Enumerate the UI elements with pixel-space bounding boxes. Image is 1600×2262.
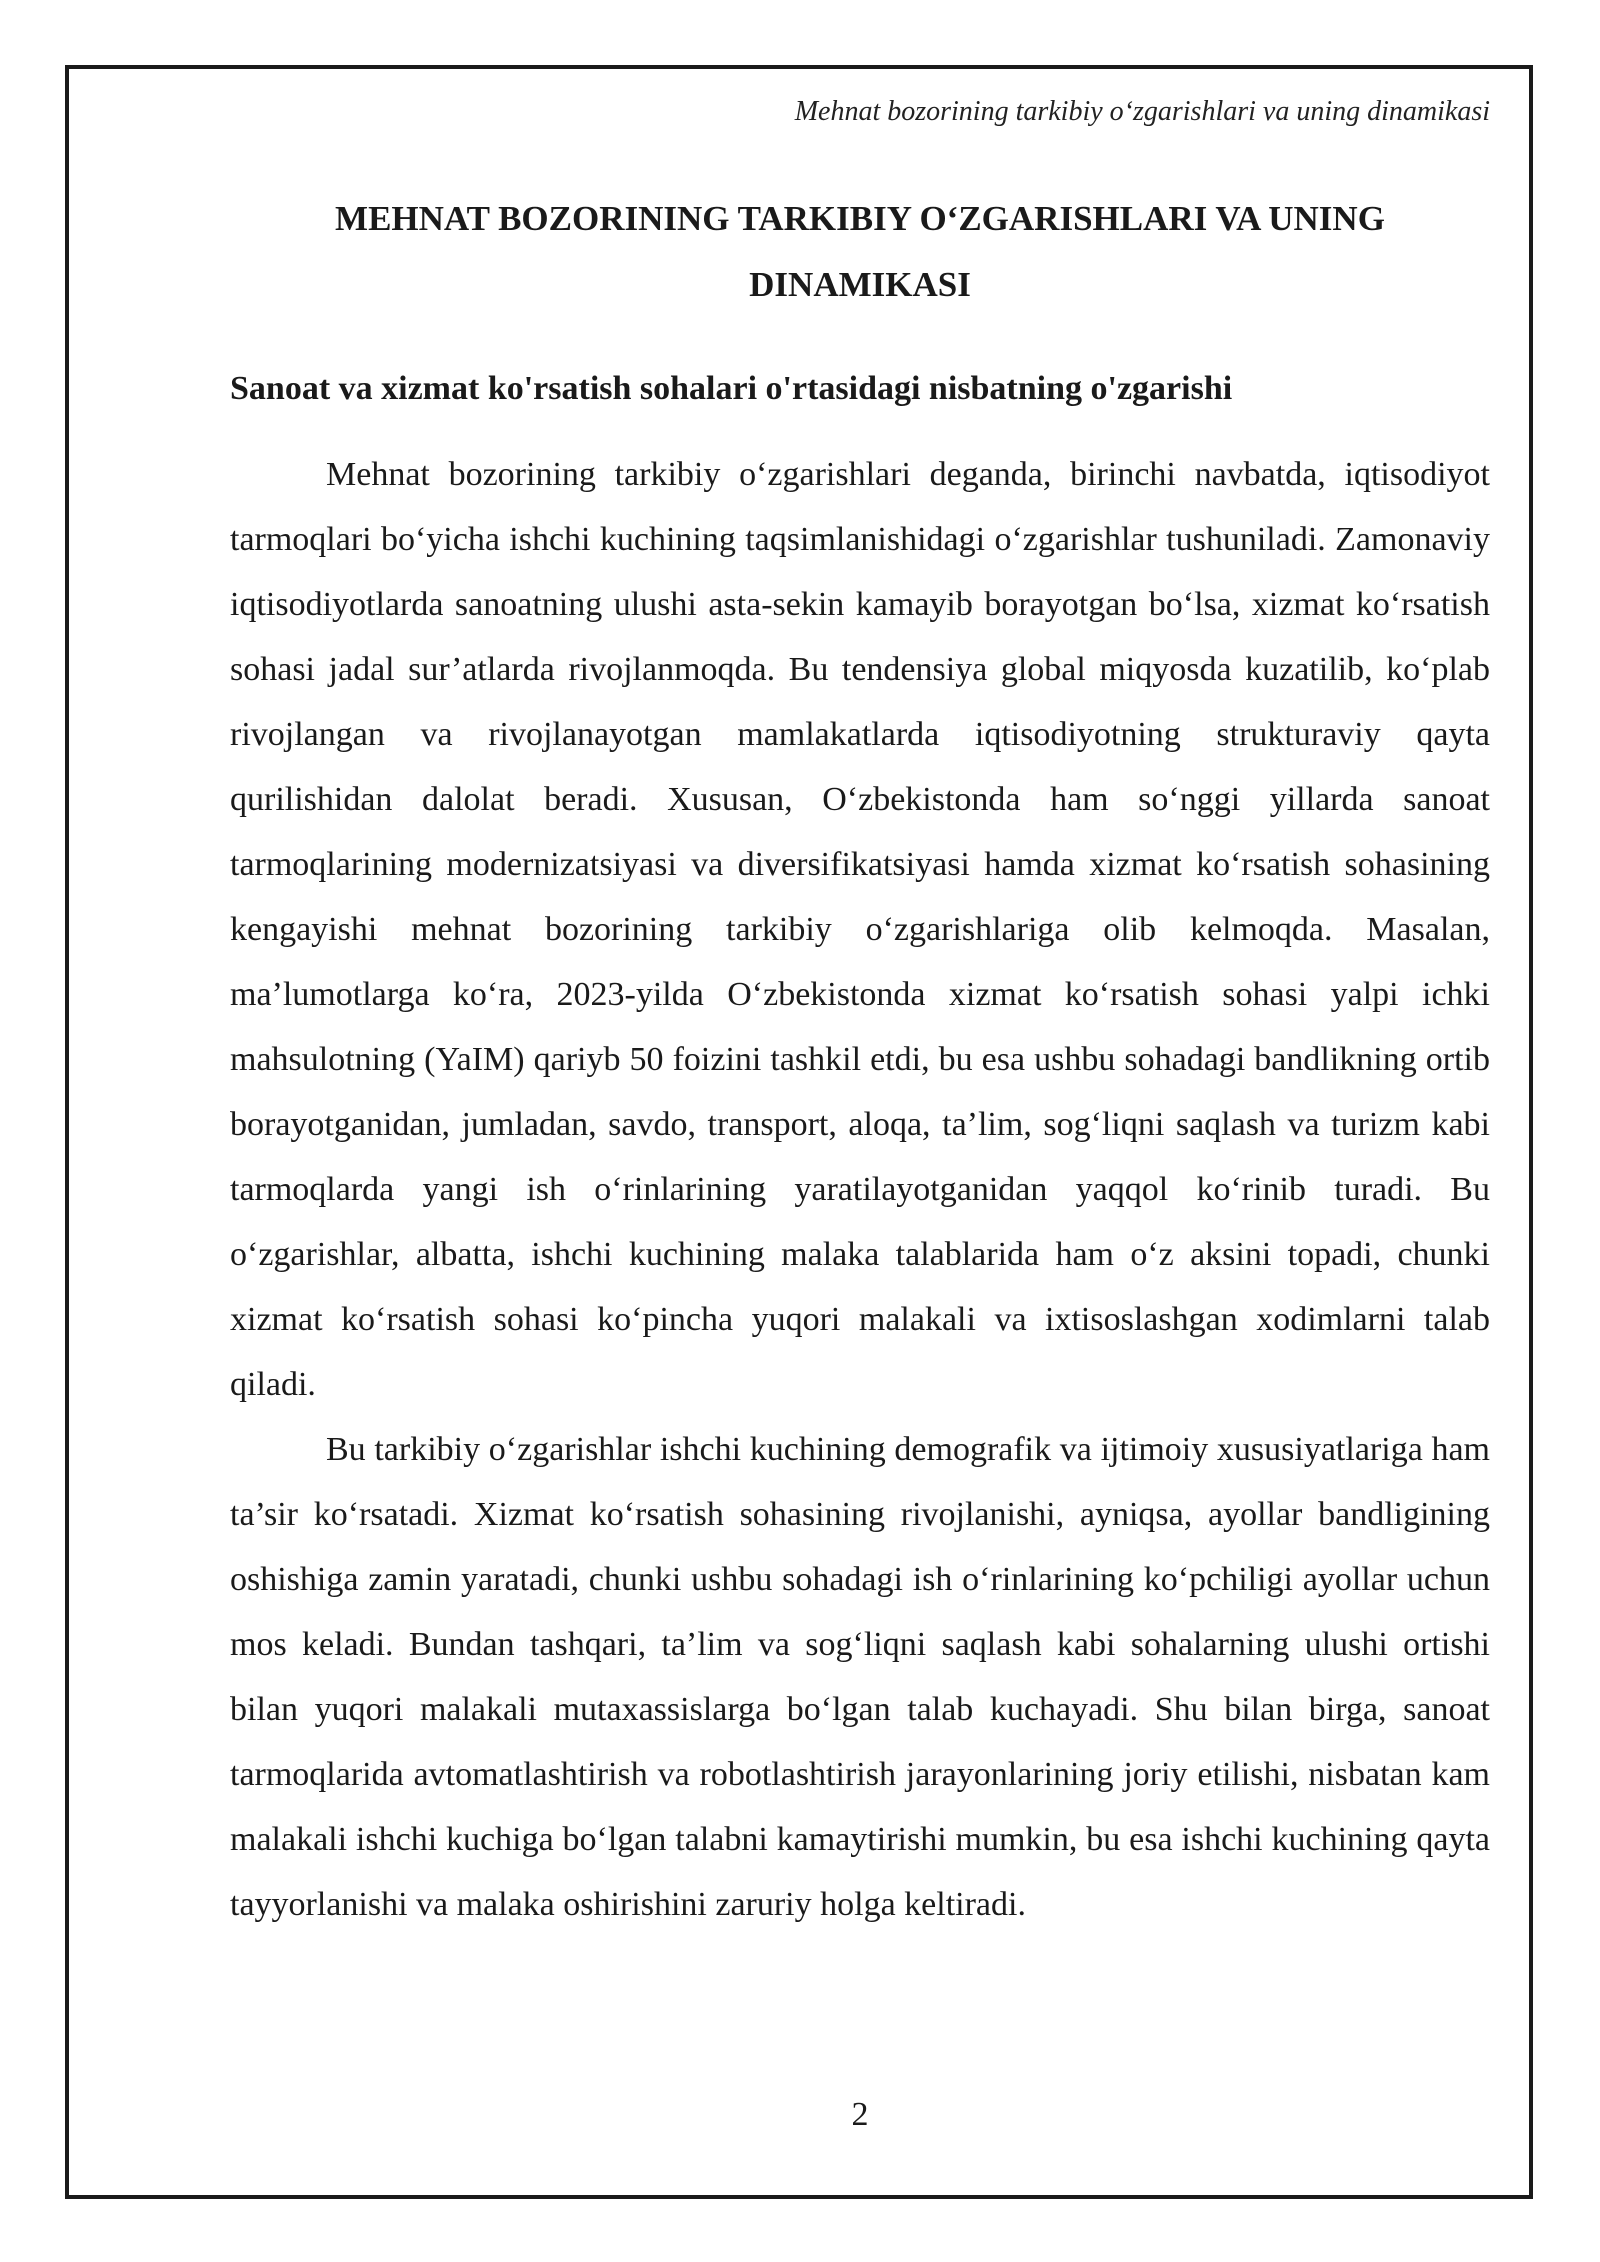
section-heading: Sanoat va xizmat ko'rsatish sohalari o'rtasidagi nisbatning o'zgarishi <box>230 370 1233 407</box>
title-line-2: DINAMIKASI <box>749 265 971 304</box>
page-number: 2 <box>851 2096 869 2133</box>
running-header: Mehnat bozorining tarkibiy o‘zgarishlari va uning dinamikasi <box>794 96 1490 127</box>
paragraph-1: Mehnat bozorining tarkibiy o‘zgarishlari deganda, birinchi navbatda, iqtisodiyot tarmoqlari bo‘yicha ishchi kuchining taqsimlanishidagi o‘zgarishlar tushuniladi. Zamonaviy iqtisodiyotlarda sanoatning ulushi asta-sekin kamayib borayotgan bo‘lsa, xizmat ko‘rsatish sohasi jadal sur’atlarda rivojlanmoqda. Bu tendensiya global miqyosda kuzatilib, ko‘plab rivojlangan va rivojlanayotgan mamlakatlarda iqtisodiyotning strukturaviy qayta qurilishidan dalolat beradi. Xususan, O‘zbekistonda ham so‘nggi yillarda sanoat tarmoqlarining modernizatsiyasi va diversifikatsiyasi hamda xizmat ko‘rsatish sohasining kengayishi mehnat bozorining tarkibiy o‘zgarishlariga olib kelmoqda. Masalan, ma’lumotlarga ko‘ra, 2023-yilda O‘zbekistonda xizmat ko‘rsatish sohasi yalpi ichki mahsulotning (YaIM) qariyb 50 foizini tashkil etdi, bu esa ushbu sohadagi bandlikning ortib borayotganidan, jumladan, savdo, transport, aloqa, ta’lim, sog‘liqni saqlash va turizm kabi tarmoqlarda yangi ish o‘rinlarining yaratilayotganidan yaqqol ko‘rinib turadi. Bu o‘zgarishlar, albatta, ishchi kuchining malaka talablarida ham o‘z aksini topadi, chunki xizmat ko‘rsatish sohasi ko‘pincha yuqori malakali va ixtisoslashgan xodimlarni talab qiladi. <box>230 456 1490 1403</box>
paragraph-2: Bu tarkibiy o‘zgarishlar ishchi kuchining demografik va ijtimoiy xususiyatlariga ham ta’sir ko‘rsatadi. Xizmat ko‘rsatish sohasining rivojlanishi, ayniqsa, ayollar bandligining oshishiga zamin yaratadi, chunki ushbu sohadagi ish o‘rinlarining ko‘pchiligi ayollar uchun mos keladi. Bundan tashqari, ta’lim va sog‘liqni saqlash kabi sohalarning ulushi ortishi bilan yuqori malakali mutaxassislarga bo‘lgan talab kuchayadi. Shu bilan birga, sanoat tarmoqlarida avtomatlashtirish va robotlashtirish jarayonlarining joriy etilishi, nisbatan kam malakali ishchi kuchiga bo‘lgan talabni kamaytirishi mumkin, bu esa ishchi kuchining qayta tayyorlanishi va malaka oshirishini zaruriy holga keltiradi. <box>230 1431 1490 1923</box>
body-text <box>230 442 1490 1937</box>
document-title <box>230 186 1490 318</box>
title-line-1: MEHNAT BOZORINING TARKIBIY O‘ZGARISHLARI VA UNING <box>335 199 1385 238</box>
